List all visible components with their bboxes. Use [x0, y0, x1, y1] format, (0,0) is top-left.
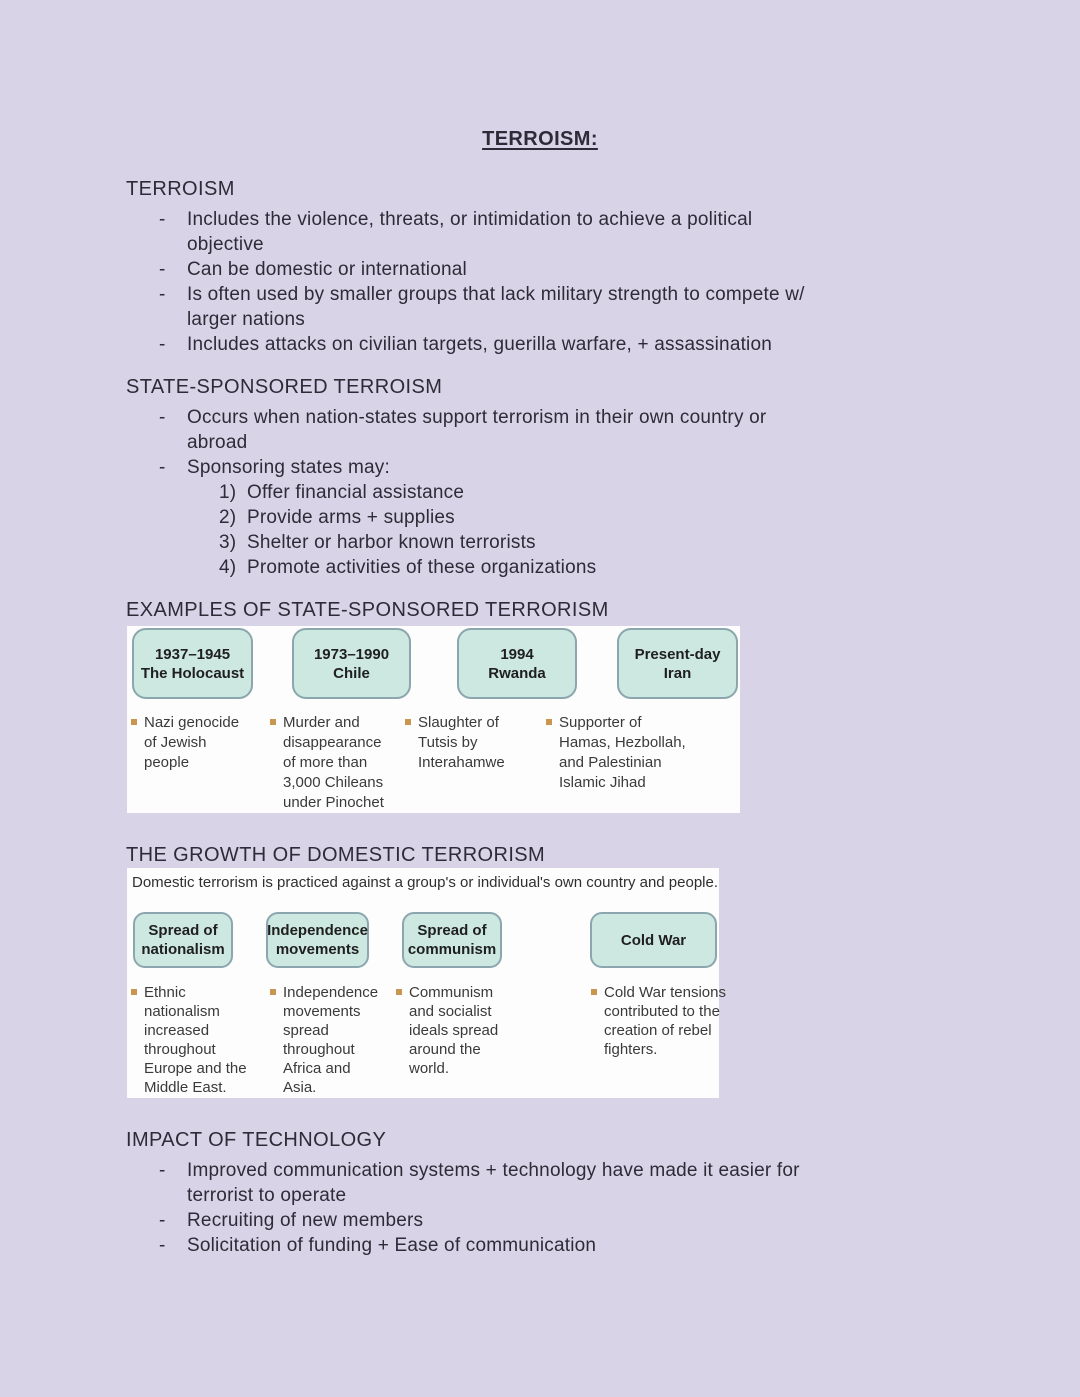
box-line1: 1994: [500, 645, 534, 663]
bullet-text: Is often used by smaller groups that lack military strength to compete w/ larger nations: [187, 284, 805, 330]
bullet-row: [126, 455, 766, 480]
diagram-caption: Domestic terrorism is practiced against a group's or individual's own country and people.: [132, 874, 719, 891]
dash-marker: -: [159, 284, 166, 305]
numbered-text: Provide arms + supplies: [247, 507, 455, 528]
diagram-column: [591, 983, 729, 1059]
bullet-square-icon: [546, 719, 552, 725]
box-line1: Spread of: [148, 922, 218, 939]
diagram-column: [396, 983, 504, 1078]
diagram-column: [131, 983, 252, 1097]
section-impact: [126, 1128, 800, 1258]
dash-marker: -: [159, 1160, 166, 1181]
diagram-column: [131, 713, 244, 773]
bullet-text: Includes the violence, threats, or intimidation to achieve a political objective: [187, 209, 753, 255]
dash-marker: -: [159, 407, 166, 428]
diagram-column: [270, 983, 383, 1097]
bullet-row: [126, 207, 805, 257]
number-marker: 4): [219, 557, 237, 578]
numbered-row: [126, 505, 766, 530]
growth-box-nationalism: [133, 912, 233, 968]
bullet-square-icon: [270, 719, 276, 725]
box-line2: Iran: [663, 664, 692, 682]
number-marker: 3): [219, 532, 237, 553]
box-line2: communism: [407, 941, 497, 958]
box-line2: nationalism: [141, 941, 225, 958]
number-marker: 2): [219, 507, 237, 528]
section-heading: EXAMPLES OF STATE-SPONSORED TERRORISM: [126, 599, 609, 621]
bullet-row: [126, 405, 766, 455]
number-marker: 1): [219, 482, 237, 503]
dash-marker: -: [159, 209, 166, 230]
growth-box-cold-war: [590, 912, 717, 968]
diagram-bullet-text: Independence movements spread throughout Africa and Asia.: [283, 984, 379, 1096]
box-line2: Chile: [333, 664, 370, 682]
diagram-column: [546, 713, 691, 793]
bullet-text: Sponsoring states may:: [187, 457, 390, 478]
section-heading: IMPACT OF TECHNOLOGY: [126, 1129, 387, 1151]
growth-box-independence: [266, 912, 369, 968]
examples-diagram-image: [127, 626, 740, 813]
numbered-text: Shelter or harbor known terrorists: [247, 532, 536, 553]
box-line2: The Holocaust: [140, 664, 245, 682]
bullet-row: [126, 282, 805, 332]
bullet-text: Improved communication systems + technology have made it easier for terrorist to operate: [187, 1160, 800, 1206]
section-examples: [126, 598, 609, 628]
diagram-bullet-text: Murder and disappearance of more than 3,000 Chileans under Pinochet: [283, 714, 384, 811]
box-line1: 1937–1945: [154, 645, 231, 663]
dash-marker: -: [159, 259, 166, 280]
numbered-text: Promote activities of these organizations: [247, 557, 597, 578]
dash-marker: -: [159, 334, 166, 355]
box-line1: Spread of: [417, 922, 487, 939]
numbered-text: Offer financial assistance: [247, 482, 465, 503]
timeline-box-holocaust: [132, 628, 253, 699]
numbered-row: [126, 555, 766, 580]
bullet-row: [126, 332, 805, 357]
diagram-bullet-text: Slaughter of Tutsis by Interahamwe: [418, 714, 505, 771]
timeline-box-iran: [617, 628, 738, 699]
numbered-row: [126, 530, 766, 555]
numbered-row: [126, 480, 766, 505]
diagram-bullet-text: Ethnic nationalism increased throughout Europe and the Middle East.: [144, 984, 247, 1096]
bullet-row: [126, 1233, 800, 1258]
bullet-square-icon: [396, 989, 402, 995]
bullet-row: [126, 1158, 800, 1208]
section-state-sponsored: [126, 375, 766, 580]
diagram-bullet-text: Supporter of Hamas, Hezbollah, and Palestinian Islamic Jihad: [559, 714, 686, 791]
dash-marker: -: [159, 1210, 166, 1231]
section-heading: TERROISM: [126, 178, 235, 200]
dash-marker: -: [159, 457, 166, 478]
bullet-row: [126, 1208, 800, 1233]
dash-marker: -: [159, 1235, 166, 1256]
bullet-square-icon: [270, 989, 276, 995]
diagram-column: [270, 713, 395, 813]
section-terroism: [126, 177, 805, 357]
box-line2: movements: [275, 941, 360, 958]
box-line1: Present-day: [634, 645, 721, 663]
growth-box-communism: [402, 912, 502, 968]
bullet-text: Can be domestic or international: [187, 259, 467, 280]
diagram-bullet-text: Communism and socialist ideals spread around the world.: [409, 984, 499, 1077]
section-heading: STATE-SPONSORED TERROISM: [126, 376, 443, 398]
bullet-square-icon: [591, 989, 597, 995]
bullet-square-icon: [131, 989, 137, 995]
box-line1: Cold War: [620, 931, 687, 949]
bullet-text: Recruiting of new members: [187, 1210, 424, 1231]
box-line2: Rwanda: [488, 664, 546, 682]
growth-diagram-image: [127, 868, 726, 1098]
bullet-text: Solicitation of funding + Ease of communication: [187, 1235, 597, 1256]
bullet-text: Includes attacks on civilian targets, guerilla warfare, + assassination: [187, 334, 773, 355]
bullet-row: [126, 257, 805, 282]
timeline-box-rwanda: [457, 628, 577, 699]
bullet-square-icon: [131, 719, 137, 725]
bullet-square-icon: [405, 719, 411, 725]
box-line1: 1973–1990: [313, 645, 390, 663]
bullet-text: Occurs when nation-states support terrorism in their own country or abroad: [187, 407, 767, 453]
diagram-column: [405, 713, 523, 773]
timeline-box-chile: [292, 628, 411, 699]
section-heading: THE GROWTH OF DOMESTIC TERRORISM: [126, 844, 546, 866]
page-title: TERROISM:: [482, 128, 598, 150]
diagram-bullet-text: Cold War tensions contributed to the creation of rebel fighters.: [604, 984, 726, 1058]
box-line1: Independence: [267, 922, 368, 939]
diagram-bullet-text: Nazi genocide of Jewish people: [144, 714, 240, 771]
